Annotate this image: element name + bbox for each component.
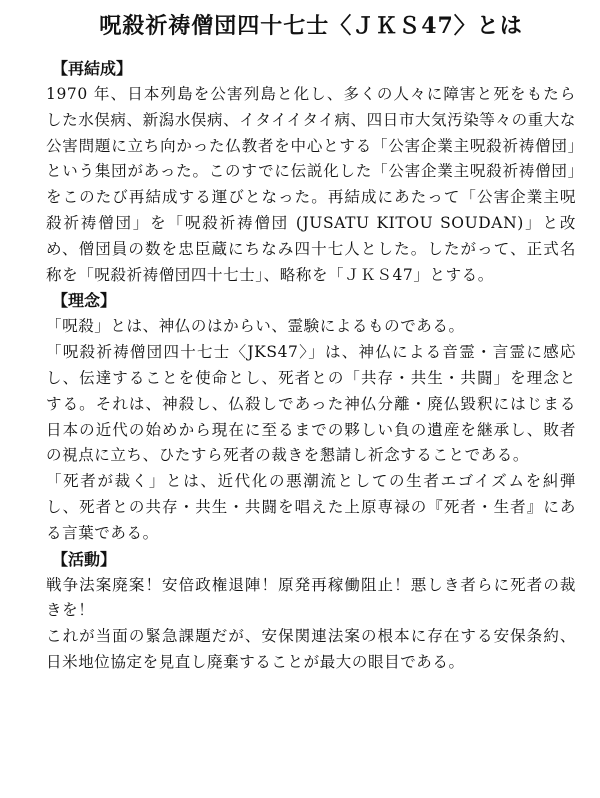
section-heading-principles: 【理念】: [52, 291, 117, 311]
paragraph: 「呪殺」とは、神仏のはからい、霊験によるものである。: [46, 317, 465, 336]
section-heading-activities: 【活動】: [52, 549, 117, 569]
paragraph: 「呪殺祈祷僧団四十七士〈JKS47〉」は、神仏による音霊・言霊に感応し、伝達することを使命とし、死者との「共存・共生・共闘」を理念とする。それは、神殺し、仏殺しであった神仏分離・廃仏毀釈にはじまる日本の近代の始めから現在に至るまでの夥しい負の遺産を継承し、敗者の視点に立ち、ひたすら死者の裁きを懇請し祈念することである。: [46, 343, 576, 465]
paragraph: 戦争法案廃案！安倍政権退陣！原発再稼働阻止！悪しき者らに死者の裁きを！: [46, 575, 576, 620]
paragraph: 1970 年、日本列島を公害列島と化し、多くの人々に障害と死をもたらした水俣病、新潟水俣病、イタイイタイ病、四日市大気汚染等々の重大な公害問題に立ち向かった仏教者を中心とする「公害企業主呪殺祈祷僧団」という集団があった。このすでに伝説化した「公害企業主呪殺祈祷僧団」をこのたび再結成する運びとなった。再結成にあたって「公害企業主呪殺祈祷僧団」を「呪殺祈祷僧団 (JUSATU KITOU SOUDAN)」と改め、僧団員の数を忠臣蔵にちなみ四十七人とした。したがって、正式名称を「呪殺祈祷僧団四十七士」、略称を「ＪＫＳ47」とする。: [46, 85, 576, 284]
section-reunion: [46, 56, 576, 288]
paragraph: 「死者が裁く」とは、近代化の悪潮流としての生者エゴイズムを糾弾し、死者との共存・共生・共闘を唱えた上原専禄の『死者・生者』にある言葉である。: [46, 472, 576, 542]
section-activities: [46, 547, 576, 676]
document-title: 呪殺祈祷僧団四十七士〈ＪＫＳ47〉とは: [99, 13, 523, 39]
section-principles: [46, 288, 576, 546]
paragraph: これが当面の緊急課題だが、安保関連法案の根本に存在する安保条約、日米地位協定を見直し廃棄することが最大の眼目である。: [46, 627, 576, 671]
section-heading-reunion: 【再結成】: [52, 59, 133, 78]
